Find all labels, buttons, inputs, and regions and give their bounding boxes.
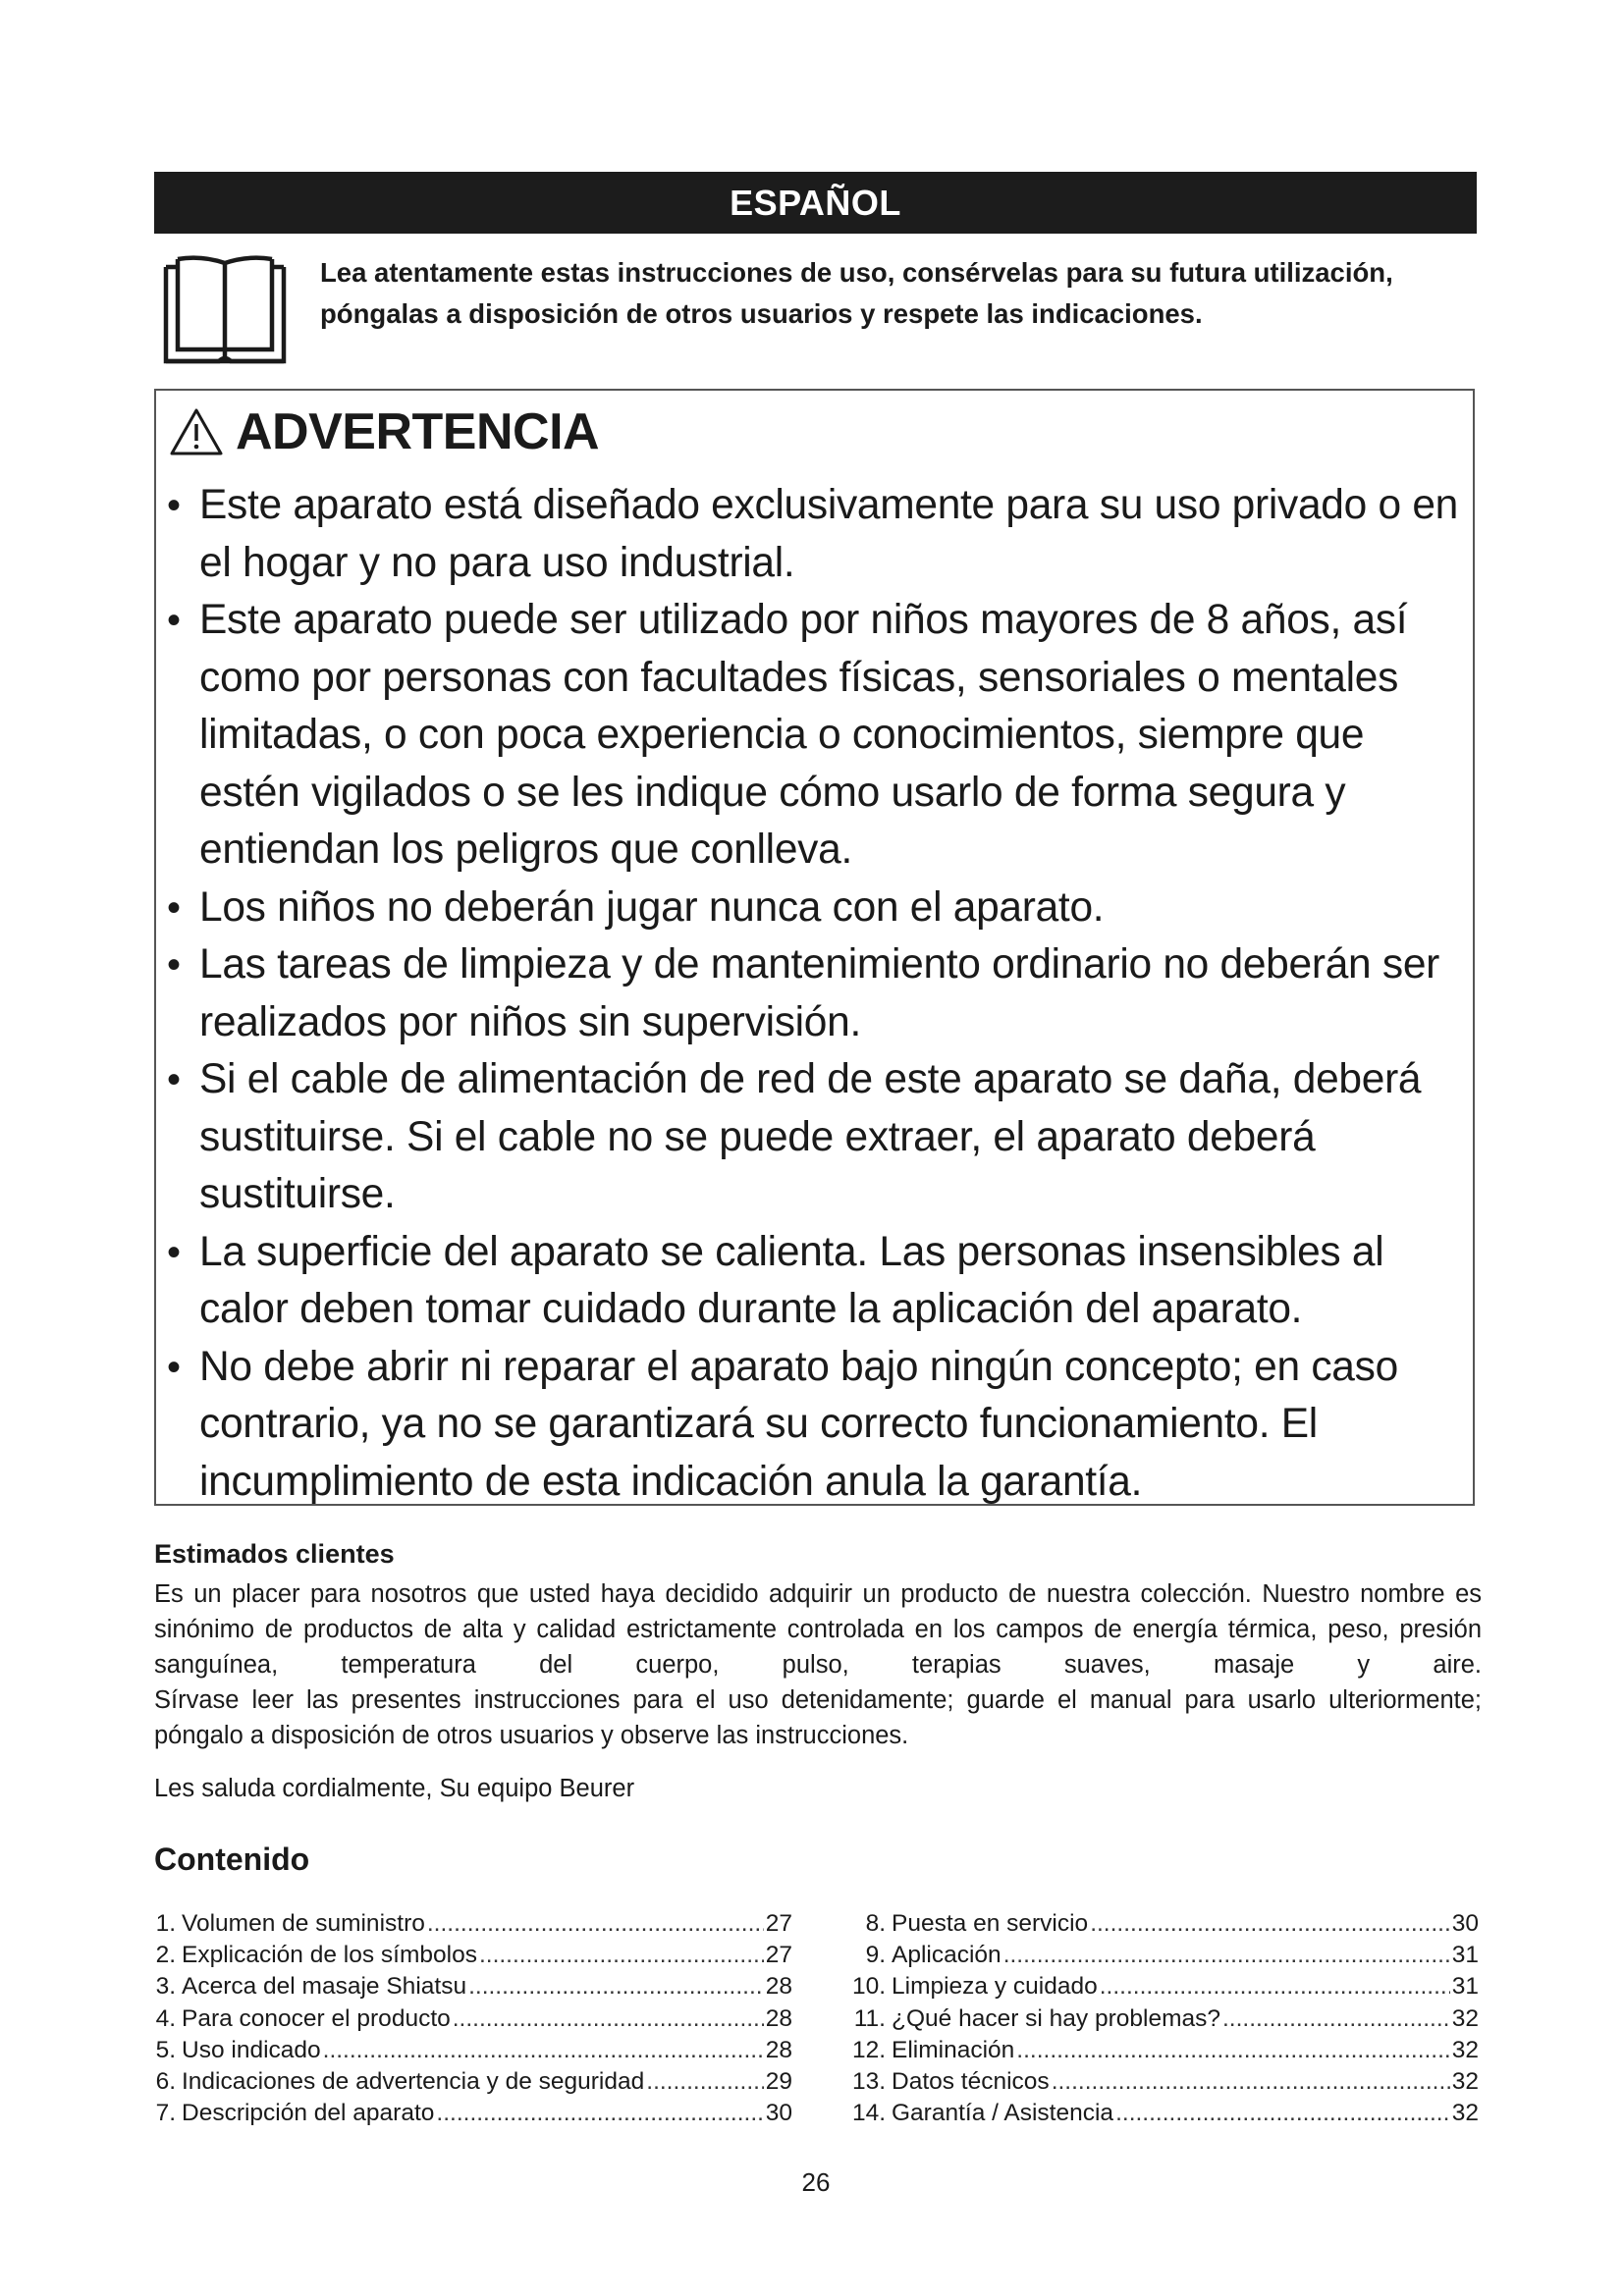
- toc-number: 8.: [865, 1910, 886, 1937]
- toc-leader: [646, 2066, 763, 2098]
- contents-heading: Contenido: [154, 1842, 310, 1877]
- warning-item: • Las tareas de limpieza y de mantenimiento ordinario no deberán ser realizados por niños sin supervisión.: [167, 936, 1473, 1051]
- toc-number: 13.: [852, 2068, 887, 2096]
- toc-entry[interactable]: [852, 2035, 1479, 2066]
- toc-page: 27: [765, 1910, 792, 1937]
- customers-paragraph: Sírvase leer las presentes instrucciones para el uso detenidamente; guarde el manual para usarlo ulteriormente; póngalo a disposición de otros usuarios y observe las instrucciones.: [154, 1686, 1482, 1749]
- toc-number: 6.: [155, 2068, 176, 2096]
- warning-item: • Los niños no deberán jugar nunca con el aparato.: [167, 880, 1473, 937]
- toc-leader: [436, 2098, 763, 2129]
- customers-paragraph: Es un placer para nosotros que usted haya decidido adquirir un producto de nuestra colección. Nuestro nombre es sinónimo de productos de alta y calidad estrictamente controlada en los campos de energía térmica, peso, presión sanguínea, temperatura del cuerpo, pulso, terapias suaves, masaje y aire.: [154, 1580, 1482, 1679]
- toc-entry[interactable]: [152, 1940, 792, 1971]
- toc-leader: [1016, 2035, 1449, 2066]
- warning-item: • Si el cable de alimentación de red de este aparato se daña, deberá sustituirse. Si el cable no se puede extraer, el aparato deberá sustituirse.: [167, 1051, 1473, 1224]
- toc-entry[interactable]: [852, 2066, 1479, 2098]
- toc-page: 27: [765, 1942, 792, 1969]
- toc-entry[interactable]: [152, 2066, 792, 2098]
- toc-number: 4.: [155, 2004, 176, 2032]
- toc-number: 9.: [865, 1942, 886, 1969]
- toc-entry[interactable]: [152, 2098, 792, 2129]
- toc-page: 28: [765, 1973, 792, 2001]
- warning-heading: [169, 402, 599, 461]
- toc-entry[interactable]: [852, 1908, 1479, 1940]
- toc-page: 29: [765, 2068, 792, 2096]
- warning-item: • La superficie del aparato se calienta. Las personas insensibles al calor deben tomar cuidado durante la aplicación del aparato.: [167, 1224, 1473, 1339]
- toc-leader: [1052, 2066, 1450, 2098]
- toc-page: 30: [1451, 1910, 1479, 1937]
- toc-entry[interactable]: [152, 1971, 792, 2002]
- toc-title: Indicaciones de advertencia y de seguridad: [182, 2068, 645, 2096]
- toc-title: Descripción del aparato: [182, 2100, 435, 2127]
- customers-heading: Estimados clientes: [154, 1539, 395, 1569]
- toc-entry[interactable]: [152, 2003, 792, 2035]
- warning-triangle-icon: [169, 407, 224, 456]
- toc-page: 32: [1451, 2036, 1479, 2063]
- open-book-icon: [160, 253, 290, 367]
- toc-number: 12.: [852, 2036, 887, 2063]
- page-number: 26: [801, 2167, 831, 2197]
- toc-left-column: [152, 1908, 792, 2129]
- toc-number: 1.: [155, 1910, 176, 1937]
- toc-entry[interactable]: [152, 2035, 792, 2066]
- toc-title: Volumen de suministro: [182, 1910, 425, 1937]
- toc-entry[interactable]: [852, 2098, 1479, 2129]
- toc-leader: [1100, 1971, 1450, 2002]
- toc-leader: [1090, 1908, 1450, 1940]
- greeting: Les saluda cordialmente, Su equipo Beurer: [154, 1775, 635, 1802]
- toc-title: Datos técnicos: [892, 2068, 1050, 2096]
- toc-page: 28: [765, 2036, 792, 2063]
- toc-page: 32: [1451, 2004, 1479, 2032]
- toc-leader: [1003, 1940, 1450, 1971]
- customers-body: [154, 1576, 1482, 1753]
- toc-leader: [1222, 2003, 1450, 2035]
- warning-item: • Este aparato está diseñado exclusivamente para su uso privado o en el hogar y no para uso industrial.: [167, 477, 1473, 592]
- toc-title: Puesta en servicio: [892, 1910, 1089, 1937]
- toc-page: 28: [765, 2004, 792, 2032]
- toc-entry[interactable]: [152, 1908, 792, 1940]
- toc-right-column: [852, 1908, 1479, 2129]
- toc-page: 32: [1451, 2100, 1479, 2127]
- toc-leader: [479, 1940, 764, 1971]
- toc-title: Acerca del masaje Shiatsu: [182, 1973, 467, 2001]
- toc-page: 31: [1451, 1973, 1479, 2001]
- language-header: [154, 172, 1477, 234]
- intro-text: [320, 252, 1479, 335]
- toc-title: Para conocer el producto: [182, 2004, 451, 2032]
- warning-item: • No debe abrir ni reparar el aparato bajo ningún concepto; en caso contrario, ya no se garantizará su correcto funcionamiento. El incumplimiento de esta indicación anula la garantía.: [167, 1339, 1473, 1512]
- intro-line-1: Lea atentamente estas instrucciones de uso, consérvelas para su futura utilización,: [320, 257, 1393, 288]
- toc-page: 30: [765, 2100, 792, 2127]
- warning-item: • Este aparato puede ser utilizado por niños mayores de 8 años, así como por personas con facultades físicas, sensoriales o mentales limitadas, o con poca experiencia o conocimientos, siempre que estén vigilados o se les indique cómo usarlo de forma segura y entiendan los peligros que conlleva.: [167, 592, 1473, 880]
- toc-number: 10.: [852, 1973, 887, 2001]
- toc-number: 5.: [155, 2036, 176, 2063]
- toc-title: Eliminación: [892, 2036, 1015, 2063]
- toc-number: 14.: [852, 2100, 887, 2127]
- toc-title: Garantía / Asistencia: [892, 2100, 1114, 2127]
- toc-entry[interactable]: [852, 2003, 1479, 2035]
- toc-number: 2.: [155, 1942, 176, 1969]
- toc-leader: [323, 2035, 764, 2066]
- warning-list: [167, 477, 1473, 1511]
- warning-title: ADVERTENCIA: [236, 403, 600, 460]
- toc-number: 11.: [853, 2004, 886, 2032]
- toc-title: Limpieza y cuidado: [892, 1973, 1098, 2001]
- toc-leader: [453, 2003, 764, 2035]
- language-title: ESPAÑOL: [730, 182, 901, 223]
- toc-entry[interactable]: [852, 1940, 1479, 1971]
- toc-title: Aplicación: [892, 1942, 1001, 1969]
- intro-line-2: póngalas a disposición de otros usuarios y respete las indicaciones.: [320, 298, 1203, 329]
- toc-title: Uso indicado: [182, 2036, 321, 2063]
- toc-leader: [427, 1908, 764, 1940]
- toc-number: 3.: [155, 1973, 176, 2001]
- toc-title: Explicación de los símbolos: [182, 1942, 477, 1969]
- toc-leader: [468, 1971, 764, 2002]
- toc-title: ¿Qué hacer si hay problemas?: [892, 2004, 1220, 2032]
- toc-page: 32: [1451, 2068, 1479, 2096]
- toc-number: 7.: [155, 2100, 176, 2127]
- toc-leader: [1115, 2098, 1450, 2129]
- toc-page: 31: [1451, 1942, 1479, 1969]
- toc-entry[interactable]: [852, 1971, 1479, 2002]
